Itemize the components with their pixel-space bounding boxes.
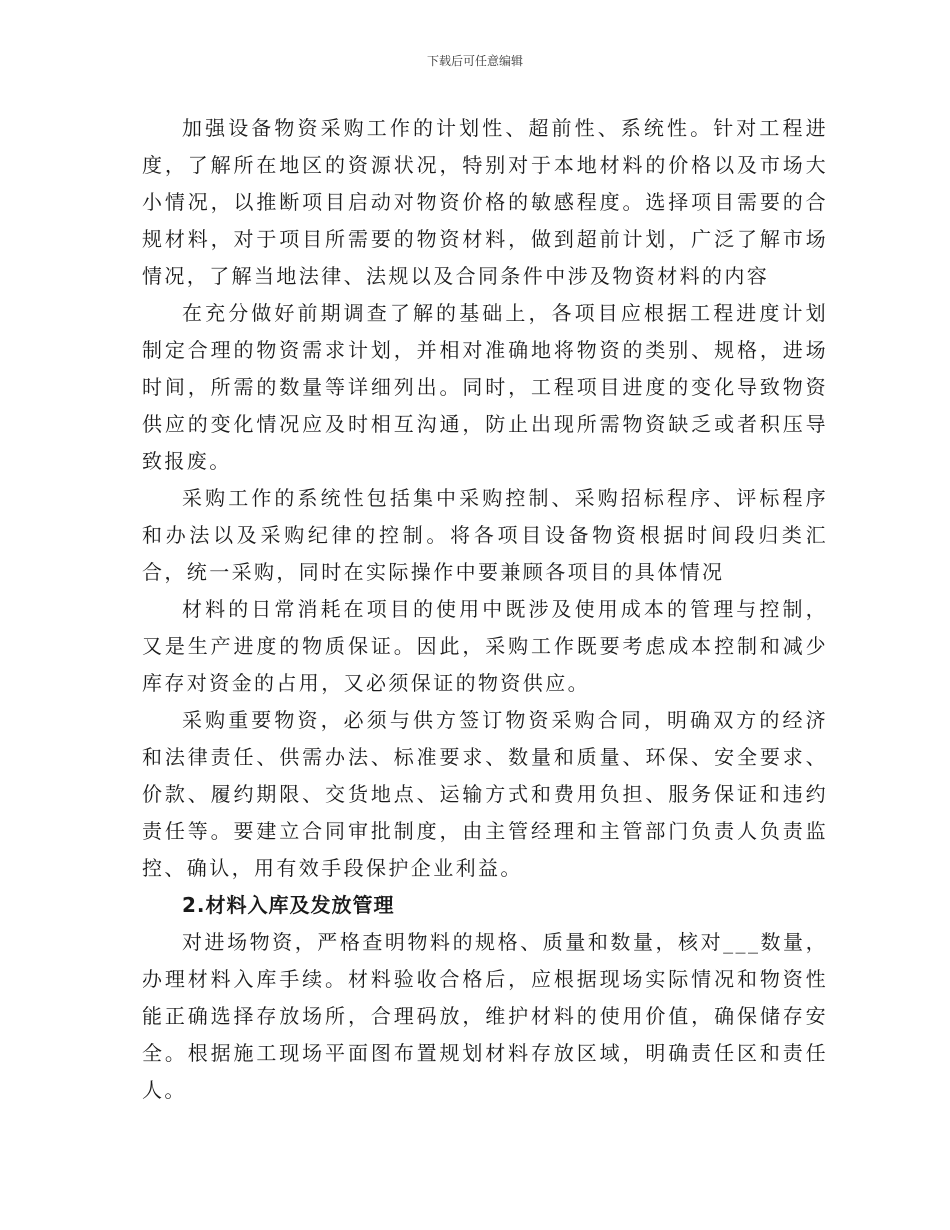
section-heading: 2.材料入库及发放管理 <box>182 893 395 917</box>
paragraph-demand-plan: 在充分做好前期调查了解的基础上，各项目应根据工程进度计划制定合理的物资需求计划，并相对准确地将物资的类别、规格，进场时间，所需的数量等详细列出。同时，工程项目进度的变化导致物资供应的变化情况应及时相互沟通，防止出现所需物资缺乏或者积压导致报废。 <box>142 301 828 473</box>
paragraph-daily-consumption: 材料的日常消耗在项目的使用中既涉及使用成本的管理与控制，又是生产进度的物质保证。因此，采购工作既要考虑成本控制和减少库存对资金的占用，又必须保证的物资供应。 <box>142 597 828 695</box>
paragraph-planning: 加强设备物资采购工作的计划性、超前性、系统性。针对工程进度，了解所在地区的资源状况，特别对于本地材料的价格以及市场大小情况，以推断项目启动对物资价格的敏感程度。选择项目需要的合规材料，对于项目所需要的物资材料，做到超前计划，广泛了解市场情况，了解当地法律、法规以及合同条件中涉及物资材料的内容 <box>142 116 828 288</box>
document-body <box>142 110 828 1109</box>
page-header: 下载后可任意编辑 <box>426 54 523 68</box>
paragraph-warehousing: 对进场物资，严格查明物料的规格、质量和数量，核对___数量，办理材料入库手续。材料验收合格后，应根据现场实际情况和物资性能正确选择存放场所，合理码放，维护材料的使用价值，确保储存安全。根据施工现场平面图布置规划材料存放区域，明确责任区和责任人。 <box>142 930 828 1102</box>
paragraph-procurement-contract: 采购重要物资，必须与供方签订物资采购合同，明确双方的经济和法律责任、供需办法、标准要求、数量和质量、环保、安全要求、价款、履约期限、交货地点、运输方式和费用负担、服务保证和违约责任等。要建立合同审批制度，由主管经理和主管部门负责人负责监控、确认，用有效手段保护企业利益。 <box>142 708 828 880</box>
paragraph-systematic-procurement: 采购工作的系统性包括集中采购控制、采购招标程序、评标程序和办法以及采购纪律的控制。将各项目设备物资根据时间段归类汇合，统一采购，同时在实际操作中要兼顾各项目的具体情况 <box>142 486 828 584</box>
